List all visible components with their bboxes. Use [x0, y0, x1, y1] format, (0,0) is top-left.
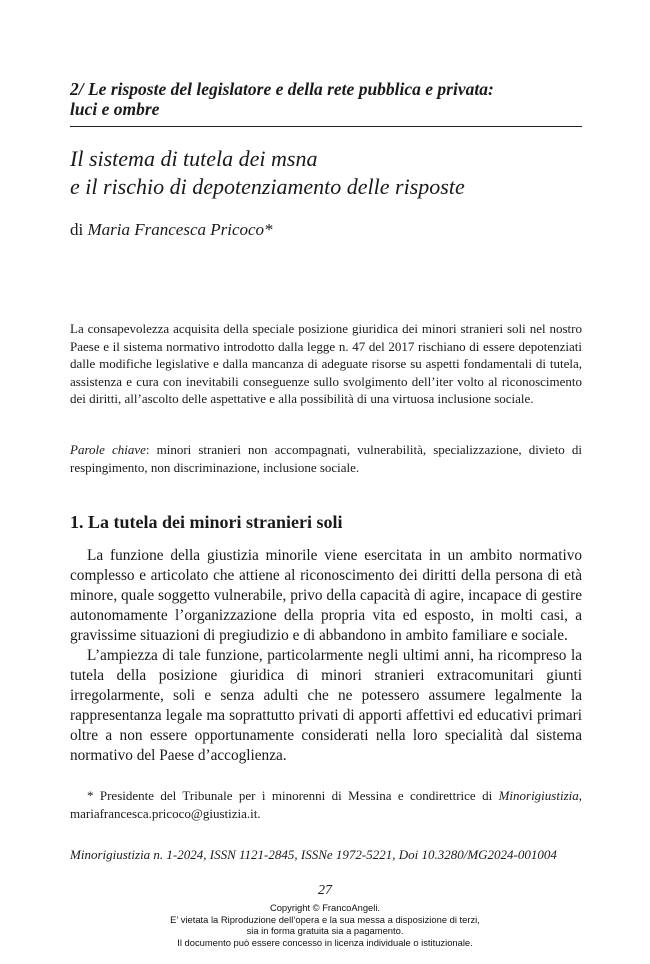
article-title: [70, 145, 590, 201]
abstract: La consapevolezza acquisita della speciale posizione giuridica dei minori stranieri soli nel nostro Paese e il sistema normativo introdotto dalla legge n. 47 del 2017 rischiano di essere depotenziati dalle modifiche legislative e dalla mancanza di adeguate risorse su aspetti fondamentali di tutela, assistenza e cura con inevitabili conseguenze sullo svolgimento dell’iter volto al riconoscimento dei diritti, all’ascolto delle aspettative e alla possibilità di una virtuosa inclusione sociale.: [70, 321, 582, 407]
header-divider: [70, 126, 582, 127]
article-title-line1: Il sistema di tutela dei msna: [70, 146, 318, 171]
page-number: 27: [318, 883, 332, 898]
copyright-line4: Il documento può essere concesso in licenza individuale o istituzionale.: [177, 936, 473, 948]
footnote-text-before: * Presidente del Tribunale per i minorenni di Messina e condirettrice di: [87, 788, 499, 803]
body-paragraph-2: L’ampiezza di tale funzione, particolarmente negli ultimi anni, ha ricompreso la tutela della posizione giuridica di minori stranieri extracomunitari giunti irregolarmente, soli e senza adulti che ne potessero assumere legalmente la rappresentanza legale ma soprattutto privati di apporti affettivi ed educativi primari oltre a non essere opportunamente considerati nella loro specialità dal sistema normativo del Paese d’accoglienza.: [70, 647, 582, 764]
keywords-label: Parole chiave: [70, 442, 146, 457]
section-heading: 1. La tutela dei minori stranieri soli: [70, 512, 343, 532]
section-header: [70, 79, 582, 119]
author-line: [70, 219, 273, 241]
section-header-line1: 2/ Le risposte del legislatore e della rete pubblica e privata:: [70, 79, 494, 99]
section-body: [70, 546, 582, 766]
footnote: [70, 787, 582, 822]
keywords: [70, 441, 582, 476]
footnote-text-after: , mariafrancesca.pricoco@giustizia.it.: [70, 788, 582, 821]
journal-citation: Minorigiustizia n. 1-2024, ISSN 1121-2845, ISSNe 1972-5221, Doi 10.3280/MG2024-001004: [70, 847, 557, 862]
footnote-journal-name: Minorigiustizia: [498, 788, 579, 803]
author-prefix: di: [70, 220, 84, 239]
author-name: Maria Francesca Pricoco*: [87, 220, 273, 239]
body-paragraph-1: La funzione della giustizia minorile viene esercitata in un ambito normativo complesso e articolato che attiene al riconoscimento dei diritti della persona di età minore, quale soggetto vulnerabile, privo della capacità di agire, incapace di gestire autonomamente l’organizzazione della propria vita ed esposto, in molti casi, a gravissime situazioni di pregiudizio e di abbandono in ambito familiare e sociale.: [70, 547, 582, 644]
article-title-line2: e il rischio di depotenziamento delle risposte: [70, 174, 465, 199]
keywords-text: : minori stranieri non accompagnati, vulnerabilità, specializzazione, divieto di respingimento, non discriminazione, inclusione sociale.: [70, 442, 583, 475]
section-header-line2: luci e ombre: [70, 99, 160, 119]
copyright-line1: Copyright © FrancoAngeli.: [269, 902, 381, 913]
copyright-line2: E’ vietata la Riproduzione dell’opera e la sua messa a disposizione di terzi,: [170, 913, 480, 925]
copyright-line3: sia in forma gratuita sia a pagamento.: [246, 925, 404, 936]
copyright-notice: [0, 902, 650, 948]
